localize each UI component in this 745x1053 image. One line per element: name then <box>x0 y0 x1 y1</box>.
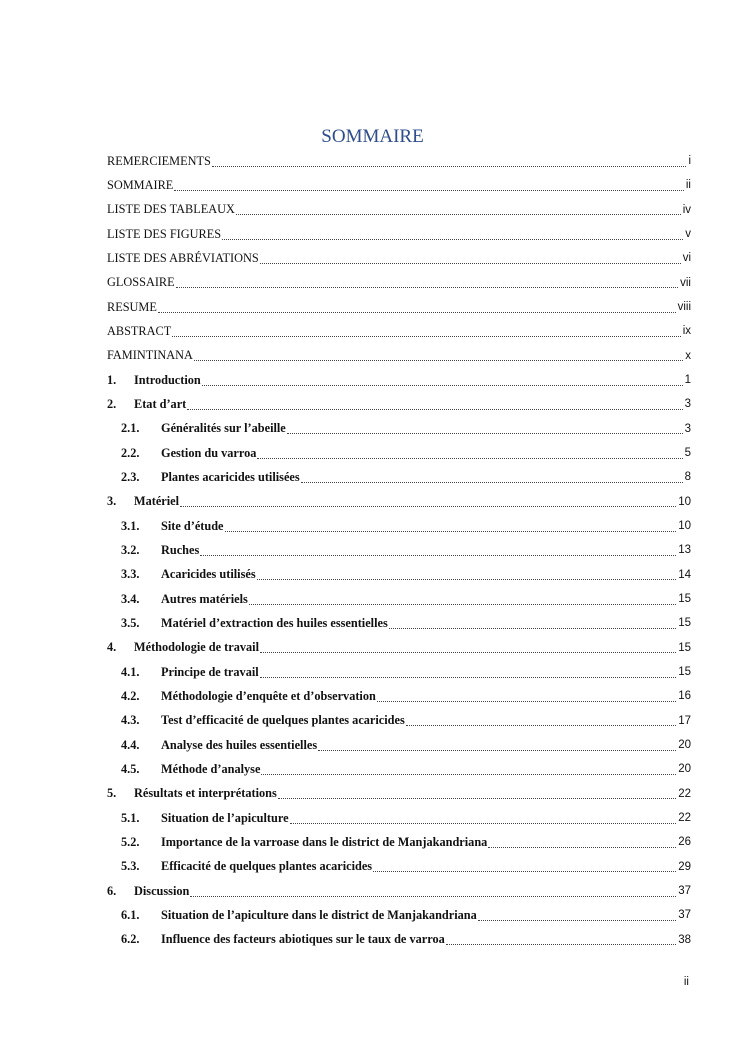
toc-entry[interactable] <box>107 830 691 854</box>
toc-entry-label: Résultats et interprétations <box>134 786 277 801</box>
dot-leader <box>373 859 676 872</box>
toc-entry-page: v <box>685 228 691 241</box>
dot-leader <box>180 494 676 507</box>
toc-entry[interactable] <box>107 490 691 514</box>
toc-entry-label: Principe de travail <box>161 664 259 679</box>
toc-entry[interactable] <box>107 636 691 660</box>
toc-entry-number: 6.1. <box>121 907 140 922</box>
toc-entry-page: vi <box>682 252 691 265</box>
toc-entry-label: Ruches <box>161 542 200 557</box>
toc-entry-number: 4.3. <box>121 713 140 728</box>
toc-entry-label: Site d’étude <box>161 518 224 533</box>
toc-entry[interactable] <box>107 344 691 368</box>
toc-entry-number: 6.2. <box>121 932 140 947</box>
toc-entry[interactable] <box>107 660 691 684</box>
toc-entry[interactable] <box>107 514 691 538</box>
dot-leader <box>194 348 683 361</box>
toc-entry-page: 13 <box>678 544 691 557</box>
toc-entry-label: Gestion du varroa <box>161 445 257 460</box>
toc-entry-number: 2. <box>107 396 117 411</box>
toc-entry[interactable] <box>107 295 691 319</box>
page-number: ii <box>683 976 689 988</box>
toc-entry-page: 22 <box>678 812 691 825</box>
toc-entry-number: 4.2. <box>121 688 140 703</box>
dot-leader <box>172 324 680 337</box>
toc-entry-label: Analyse des huiles essentielles <box>161 737 318 752</box>
toc-entry-page: 15 <box>678 666 691 679</box>
toc-entry-number: 5.2. <box>121 834 140 849</box>
toc-entry[interactable] <box>107 782 691 806</box>
toc-entry-number: 3.3. <box>121 567 140 582</box>
toc-entry[interactable] <box>107 611 691 635</box>
toc-entry-page: 37 <box>678 909 691 922</box>
toc-entry-page: 38 <box>678 933 691 946</box>
toc-entry-label: Méthodologie d’enquête et d’observation <box>161 688 376 703</box>
toc-entry-number: 6. <box>107 883 117 898</box>
toc-entry-number: 5.1. <box>121 810 140 825</box>
toc-entry-label: Généralités sur l’abeille <box>161 421 286 436</box>
toc-entry-page: 8 <box>684 471 691 484</box>
toc-entry-page: viii <box>677 301 691 314</box>
toc-entry-page: 15 <box>678 641 691 654</box>
dot-leader <box>158 300 676 313</box>
toc-entry-label: SOMMAIRE <box>107 177 174 192</box>
toc-entry[interactable] <box>107 417 691 441</box>
dot-leader <box>222 227 683 240</box>
toc-entry-label: RESUME <box>107 299 157 314</box>
toc-entry[interactable] <box>107 368 691 392</box>
toc-entry-page: 16 <box>678 690 691 703</box>
toc-entry-label: Test d’efficacité de quelques plantes acaricides <box>161 713 405 728</box>
dot-leader <box>406 713 676 726</box>
toc-entry-label: LISTE DES TABLEAUX <box>107 202 235 217</box>
toc-entry-page: 15 <box>678 593 691 606</box>
toc-entry-label: Méthodologie de travail <box>134 640 259 655</box>
toc-entry[interactable] <box>107 928 691 952</box>
toc-entry-page: 3 <box>684 422 691 435</box>
toc-entry-label: Efficacité de quelques plantes acaricides <box>161 859 373 874</box>
dot-leader <box>236 202 681 215</box>
dot-leader <box>225 519 677 532</box>
dot-leader <box>174 178 684 191</box>
toc-entry-page: 1 <box>684 374 691 387</box>
toc-entry-number: 3. <box>107 494 117 509</box>
toc-entry[interactable] <box>107 733 691 757</box>
toc-entry-label: FAMINTINANA <box>107 348 193 363</box>
dot-leader <box>212 154 687 167</box>
dot-leader <box>176 275 678 288</box>
toc-entry-number: 3.2. <box>121 542 140 557</box>
toc-entry-number: 3.1. <box>121 518 140 533</box>
toc-entry[interactable] <box>107 319 691 343</box>
toc-entry[interactable] <box>107 271 691 295</box>
dot-leader <box>202 373 683 386</box>
toc-entry[interactable] <box>107 563 691 587</box>
toc-entry-number: 4. <box>107 640 117 655</box>
dot-leader <box>377 689 676 702</box>
toc-entry-label: Situation de l’apiculture dans le district de Manjakandriana <box>161 907 477 922</box>
toc-entry-number: 4.5. <box>121 761 140 776</box>
dot-leader <box>249 592 676 605</box>
toc-entry[interactable] <box>107 149 691 173</box>
toc-entry-label: Importance de la varroase dans le district de Manjakandriana <box>161 834 488 849</box>
toc-entry-page: 5 <box>684 447 691 460</box>
toc-entry-label: Méthode d’analyse <box>161 761 261 776</box>
toc-entry-page: i <box>688 155 691 168</box>
toc-entry-label: Influence des facteurs abiotiques sur le taux de varroa <box>161 932 445 947</box>
toc-entry-label: LISTE DES ABRÉVIATIONS <box>107 250 259 265</box>
toc-entry[interactable] <box>107 222 691 246</box>
toc-entry[interactable] <box>107 441 691 465</box>
toc-entry-page: x <box>685 349 691 362</box>
toc-entry[interactable] <box>107 757 691 781</box>
toc-entry-page: 22 <box>678 787 691 800</box>
toc-entry-page: vii <box>680 276 691 289</box>
toc-entry[interactable] <box>107 538 691 562</box>
dot-leader <box>301 470 683 483</box>
dot-leader <box>260 251 681 264</box>
dot-leader <box>200 543 676 556</box>
toc-entry[interactable] <box>107 879 691 903</box>
toc-entry-number: 3.5. <box>121 615 140 630</box>
dot-leader <box>478 908 676 921</box>
toc-entry-label: ABSTRACT <box>107 323 172 338</box>
dot-leader <box>260 640 676 653</box>
dot-leader <box>190 884 676 897</box>
dot-leader <box>389 616 676 629</box>
toc-entry[interactable] <box>107 465 691 489</box>
table-of-contents <box>107 149 691 952</box>
toc-entry-page: 3 <box>684 398 691 411</box>
toc-entry-page: 20 <box>678 763 691 776</box>
toc-entry-page: ix <box>682 325 691 338</box>
toc-entry-page: 10 <box>678 520 691 533</box>
toc-entry-page: 26 <box>678 836 691 849</box>
toc-entry[interactable] <box>107 855 691 879</box>
toc-entry-page: ii <box>685 179 691 192</box>
toc-entry-label: Etat d’art <box>134 396 187 411</box>
toc-entry-page: 17 <box>678 714 691 727</box>
toc-entry[interactable] <box>107 198 691 222</box>
toc-entry-page: iv <box>682 203 691 216</box>
toc-entry[interactable] <box>107 246 691 270</box>
dot-leader <box>260 665 677 678</box>
toc-entry-number: 2.1. <box>121 421 140 436</box>
toc-entry-page: 15 <box>678 617 691 630</box>
dot-leader <box>446 932 676 945</box>
toc-entry[interactable] <box>107 709 691 733</box>
toc-entry[interactable] <box>107 392 691 416</box>
dot-leader <box>318 738 676 751</box>
dot-leader <box>488 835 676 848</box>
toc-entry-number: 4.4. <box>121 737 140 752</box>
toc-entry-label: Matériel <box>134 494 180 509</box>
toc-entry[interactable] <box>107 684 691 708</box>
toc-entry-number: 5.3. <box>121 859 140 874</box>
dot-leader <box>287 421 683 434</box>
page-title: SOMMAIRE <box>321 126 424 147</box>
toc-entry-label: REMERCIEMENTS <box>107 153 211 168</box>
toc-entry-number: 4.1. <box>121 664 140 679</box>
toc-entry-label: Situation de l’apiculture <box>161 810 289 825</box>
toc-entry-label: Plantes acaricides utilisées <box>161 469 300 484</box>
toc-entry-number: 5. <box>107 786 117 801</box>
dot-leader <box>187 397 682 410</box>
toc-entry-number: 2.2. <box>121 445 140 460</box>
dot-leader <box>257 567 677 580</box>
toc-entry-page: 10 <box>678 495 691 508</box>
toc-entry-label: Introduction <box>134 372 201 387</box>
toc-entry-number: 1. <box>107 372 117 387</box>
toc-entry[interactable] <box>107 903 691 927</box>
toc-entry-label: Discussion <box>134 883 190 898</box>
toc-entry-label: Matériel d’extraction des huiles essentielles <box>161 615 388 630</box>
toc-entry-page: 14 <box>678 568 691 581</box>
toc-entry-label: Autres matériels <box>161 591 248 606</box>
dot-leader <box>257 446 682 459</box>
toc-entry-number: 3.4. <box>121 591 140 606</box>
toc-entry-label: Acaricides utilisés <box>161 567 256 582</box>
toc-entry-page: 29 <box>678 860 691 873</box>
toc-entry-number: 2.3. <box>121 469 140 484</box>
dot-leader <box>290 811 677 824</box>
toc-entry[interactable] <box>107 173 691 197</box>
toc-entry-page: 20 <box>678 739 691 752</box>
toc-entry-label: GLOSSAIRE <box>107 275 175 290</box>
toc-entry[interactable] <box>107 806 691 830</box>
dot-leader <box>261 762 676 775</box>
dot-leader <box>278 786 676 799</box>
toc-entry-label: LISTE DES FIGURES <box>107 226 222 241</box>
toc-entry[interactable] <box>107 587 691 611</box>
toc-entry-page: 37 <box>678 885 691 897</box>
